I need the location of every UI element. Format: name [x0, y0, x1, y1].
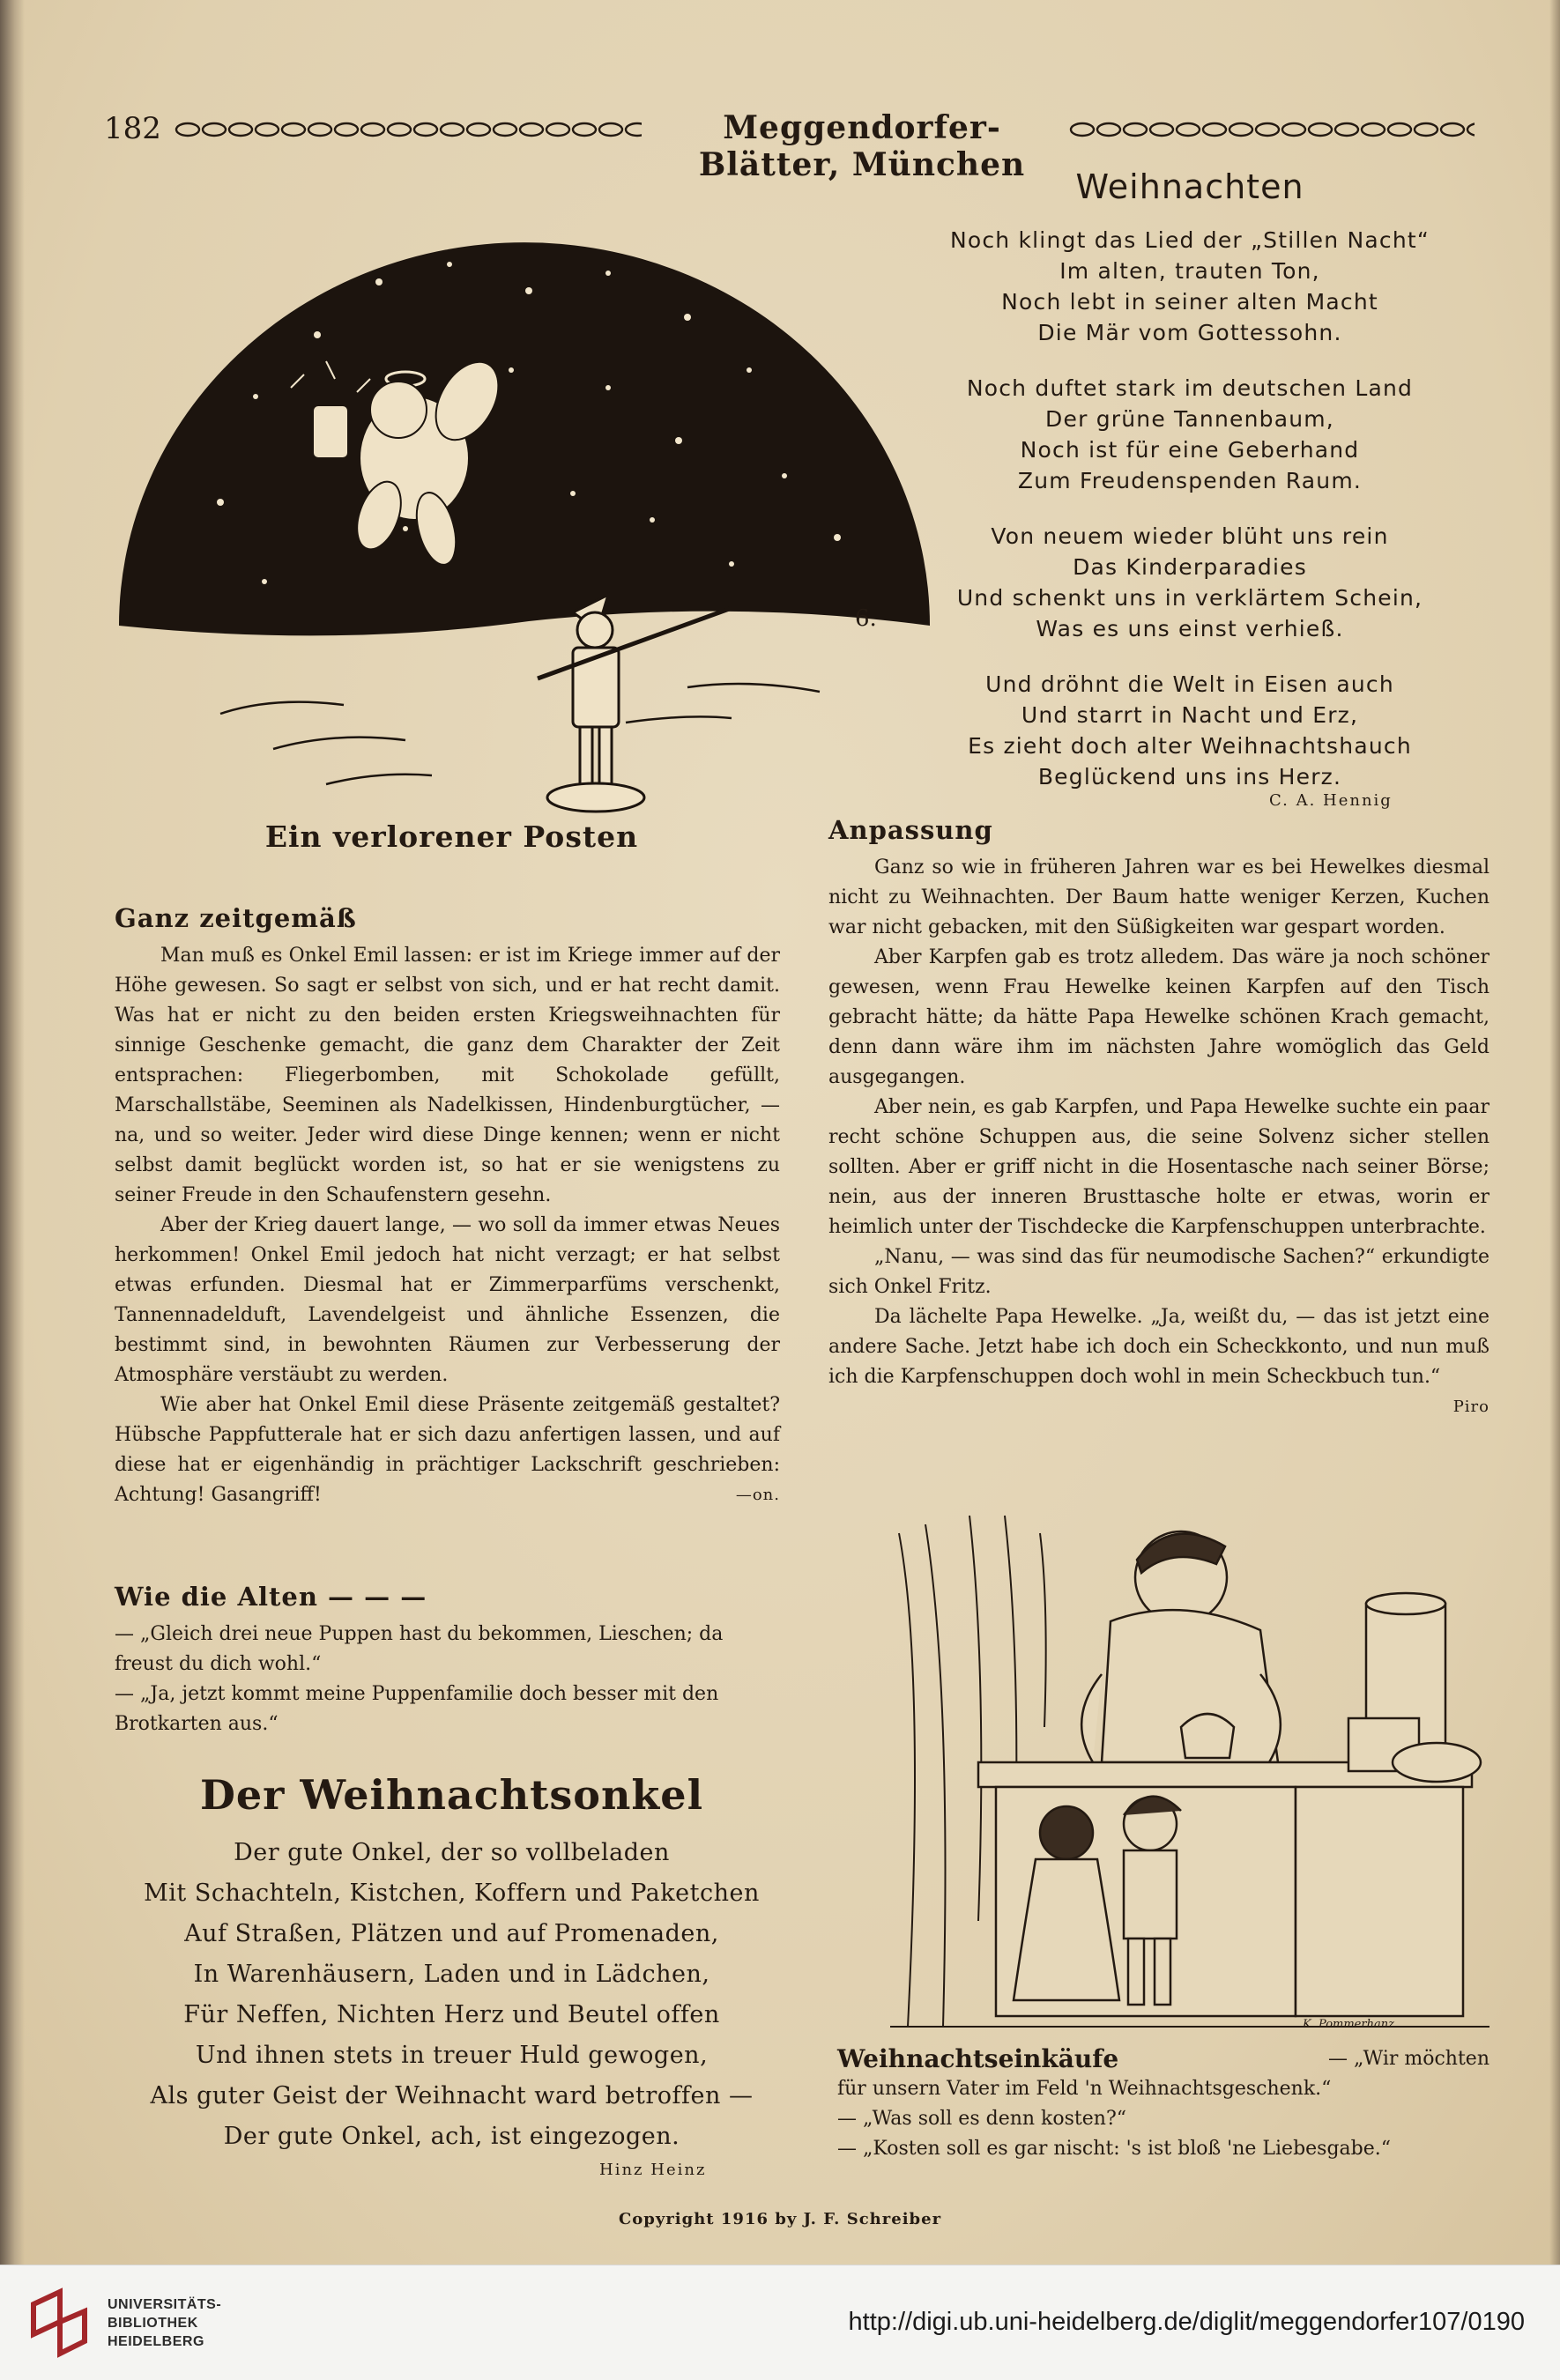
poem-weihnachten — [934, 225, 1445, 817]
text-line: Der gute Onkel, der so vollbeladen — [234, 1839, 670, 1866]
text-line: Als guter Geist der Weihnacht ward betroffen — — [150, 2082, 754, 2109]
header-ornament-left — [175, 120, 642, 139]
poem-line: Und schenkt uns in verklärtem Schein, — [956, 585, 1423, 611]
poem-line: Was es uns einst verhieß. — [1036, 616, 1344, 641]
library-name: UNIVERSITÄTS- BIBLIOTHEK HEIDELBERG — [108, 2297, 222, 2349]
page-binding-edge — [0, 0, 25, 2265]
dialog-line: — „Kosten soll es gar nischt: 's ist bloß 'ne Liebesgabe.“ — [837, 2138, 1392, 2160]
illustration-lost-post — [115, 211, 934, 819]
stanza — [934, 521, 1445, 644]
stanza — [934, 225, 1445, 348]
section-title-weihnachtseinkaeufe: Weihnachtseinkäufe — [837, 2044, 1119, 2073]
paragraph-text: Ganz so wie in früheren Jahren war es bei Hewelkes diesmal nicht zu Weihnachten. Der Baum hatte weniger Kerzen, Kuchen war nicht gebacken, mit den Süßigkeiten war gespart worden. — [828, 856, 1489, 938]
poem-line: Der grüne Tannenbaum, — [1045, 406, 1334, 432]
poem-line: Noch duftet stark im deutschen Land — [966, 375, 1414, 401]
poem-title-weihnachtsonkel: Der Weihnachtsonkel — [199, 1771, 704, 1819]
library-logo-icon[interactable] — [25, 2287, 93, 2361]
section-title-anpassung: Anpassung — [828, 815, 993, 845]
paragraph — [115, 941, 780, 1211]
paragraph — [828, 1242, 1489, 1302]
paragraph-text: Aber nein, es gab Karpfen, und Papa Hewelke suchte ein paar recht schöne Schuppen aus, die seine Solvenz sicher stellen sollten. Aber er griff nicht in die Hosentasche nach seiner Börse; nein, aus der inneren Brusttasche holte er etwas, worin er heimlich unter der Tischdecke die Karpfenschuppen unterbrachte. — [828, 1096, 1489, 1238]
poem-line: Noch klingt das Lied der „Stillen Nacht“ — [949, 227, 1430, 253]
paragraph — [828, 1302, 1489, 1416]
text-line: — „Gleich drei neue Puppen hast du bekommen, Lieschen; da freust du dich wohl.“ — [115, 1623, 724, 1675]
paragraph — [115, 1211, 780, 1390]
running-header — [104, 106, 1479, 183]
poem-line: Im alten, trauten Ton, — [1059, 258, 1320, 284]
svg-text:6.: 6. — [855, 605, 877, 632]
paragraph — [828, 853, 1489, 943]
permalink-url[interactable]: http://digi.ub.uni-heidelberg.de/diglit/meggendorfer107/0190 — [848, 2308, 1525, 2336]
poem-line: Es zieht doch alter Weihnachtshauch — [968, 733, 1412, 759]
dialog-wie-die-alten — [115, 1620, 780, 1739]
poem-line: Beglückend uns ins Herz. — [1037, 764, 1342, 790]
paragraph — [115, 1390, 780, 1510]
text-line: In Warenhäusern, Laden und in Lädchen, — [193, 1961, 710, 1988]
text-line: Der gute Onkel, ach, ist eingezogen. — [223, 2123, 680, 2150]
article-ganz-zeitgemaess — [115, 941, 780, 1510]
header-ornament-right — [1069, 120, 1475, 139]
text-line: Auf Straßen, Plätzen und auf Promenaden, — [184, 1920, 719, 1947]
text-line: Und ihnen stets in treuer Huld gewogen, — [195, 2042, 709, 2069]
poem-line: Die Mär vom Gottessohn. — [1037, 320, 1342, 345]
dialog-line: — „Was soll es denn kosten?“ — [837, 2108, 1126, 2130]
paragraph-text: Da lächelte Papa Hewelke. „Ja, weißt du, — das ist jetzt eine andere Sache. Jetzt habe ich doch ein Scheckkonto, und nun muß ich die Karpfenschuppen doch wohl in mein Scheckbuch tun.“ — [828, 1306, 1489, 1388]
paragraph-text: Aber Karpfen gab es trotz alledem. Das wäre ja noch schöner gewesen, wenn Frau Hewelke keinen Karpfen auf den Tisch gebracht hätte; da hätte Papa Hewelke schönen Krach gemacht, denn dann wäre ihm im nächsten Jahre womöglich das Geld ausgegangen. — [828, 946, 1489, 1088]
poem-line: Noch ist für eine Geberhand — [1020, 437, 1360, 463]
article-anpassung — [828, 853, 1489, 1422]
text-line: — „Ja, jetzt kommt meine Puppenfamilie doch besser mit den Brotkarten aus.“ — [115, 1683, 719, 1735]
illustration-caption: Ein verlorener Posten — [264, 819, 639, 854]
paragraph-text: Man muß es Onkel Emil lassen: er ist im Kriege immer auf der Höhe gewesen. So sagt er selbst von sich, und er hat recht damit. Was hat er nicht zu den beiden ersten Kriegsweihnachten für sinnige Geschenke gemacht, die ganz dem Charakter der Zeit entsprachen: Fliegerbomben, mit Schokolade gefüllt, Marschallstäbe, Seeminen als Nadelkissen, Hindenburgtücher, — na, und so weiter. Jeder wird diese Dinge kennen; wenn er nicht selbst damit beglückt worden ist, so hat er sie wenigstens zu seiner Freude in den Schaufenstern gesehn. — [115, 945, 780, 1206]
poem-line: Und dröhnt die Welt in Eisen auch — [985, 671, 1394, 697]
poem-author: C. A. Hennig — [1269, 791, 1393, 810]
copyright-line: Copyright 1916 by J. F. Schreiber — [618, 2210, 942, 2228]
author-signature: —on. — [735, 1486, 780, 1504]
author-signature: Piro — [1452, 1398, 1489, 1416]
running-title: Meggendorfer-Blätter, München — [698, 109, 1026, 183]
dialog-line-first-rest: — „Wir möchten — [1327, 2048, 1489, 2070]
poem-line: Noch lebt in seiner alten Macht — [1001, 289, 1378, 315]
stanza — [934, 373, 1445, 496]
illustration-weihnachtseinkaeufe — [890, 1498, 1489, 2044]
poem-line: Und starrt in Nacht und Erz, — [1021, 702, 1359, 728]
poem-line: Das Kinderparadies — [1073, 554, 1307, 580]
paragraph-text: Wie aber hat Onkel Emil diese Präsente zeitgemäß gestaltet? Hübsche Pappfutterale hat er sich dazu anfertigen lassen, und auf diese hat er eigenhändig in prächtiger Lackschrift geschrieben: Achtung! Gasangriff! — [115, 1394, 780, 1506]
poem-author-hinz: Hinz Heinz — [599, 2161, 707, 2179]
section-title-ganz-zeitgemaess: Ganz zeitgemäß — [115, 903, 357, 933]
text-line: Für Neffen, Nichten Herz und Beutel offen — [183, 2001, 720, 2028]
paragraph-text: Aber der Krieg dauert lange, — wo soll da immer etwas Neues herkommen! Onkel Emil jedoch hat nicht verzagt; er hat selbst etwas erfunden. Diesmal hat er Zimmerparfüms verschenkt, Tannennadelduft, Lavendelgeist und ähnliche Essenzen, die bestimmt sind, in bewohnten Räumen zur Verbesserung der Atmosphäre verstäubt zu werden. — [115, 1214, 780, 1386]
illustration-artist-signature: K. Pommerhanz — [1303, 2018, 1394, 2031]
page-number: 182 — [104, 111, 161, 146]
text-line: Mit Schachteln, Kistchen, Koffern und Paketchen — [144, 1880, 760, 1907]
poem-weihnachtsonkel — [115, 1833, 789, 2157]
paragraph — [828, 1093, 1489, 1242]
section-title-wie-die-alten: Wie die Alten — — — — [115, 1582, 427, 1612]
page-right-edge — [1549, 0, 1560, 2265]
stanza — [934, 669, 1445, 792]
poem-title-weihnachten: Weihnachten — [1075, 167, 1304, 206]
dialog-weihnachtseinkaeufe — [837, 2044, 1489, 2164]
paragraph — [828, 943, 1489, 1093]
viewer-footer — [0, 2265, 1560, 2380]
paragraph-text: „Nanu, — was sind das für neumodische Sachen?“ erkundigte sich Onkel Fritz. — [828, 1246, 1489, 1298]
poem-line: Zum Freudenspenden Raum. — [1017, 468, 1363, 493]
dialog-line: für unsern Vater im Feld 'n Weihnachtsgeschenk.“ — [837, 2078, 1332, 2100]
poem-line: Von neuem wieder blüht uns rein — [991, 523, 1389, 549]
